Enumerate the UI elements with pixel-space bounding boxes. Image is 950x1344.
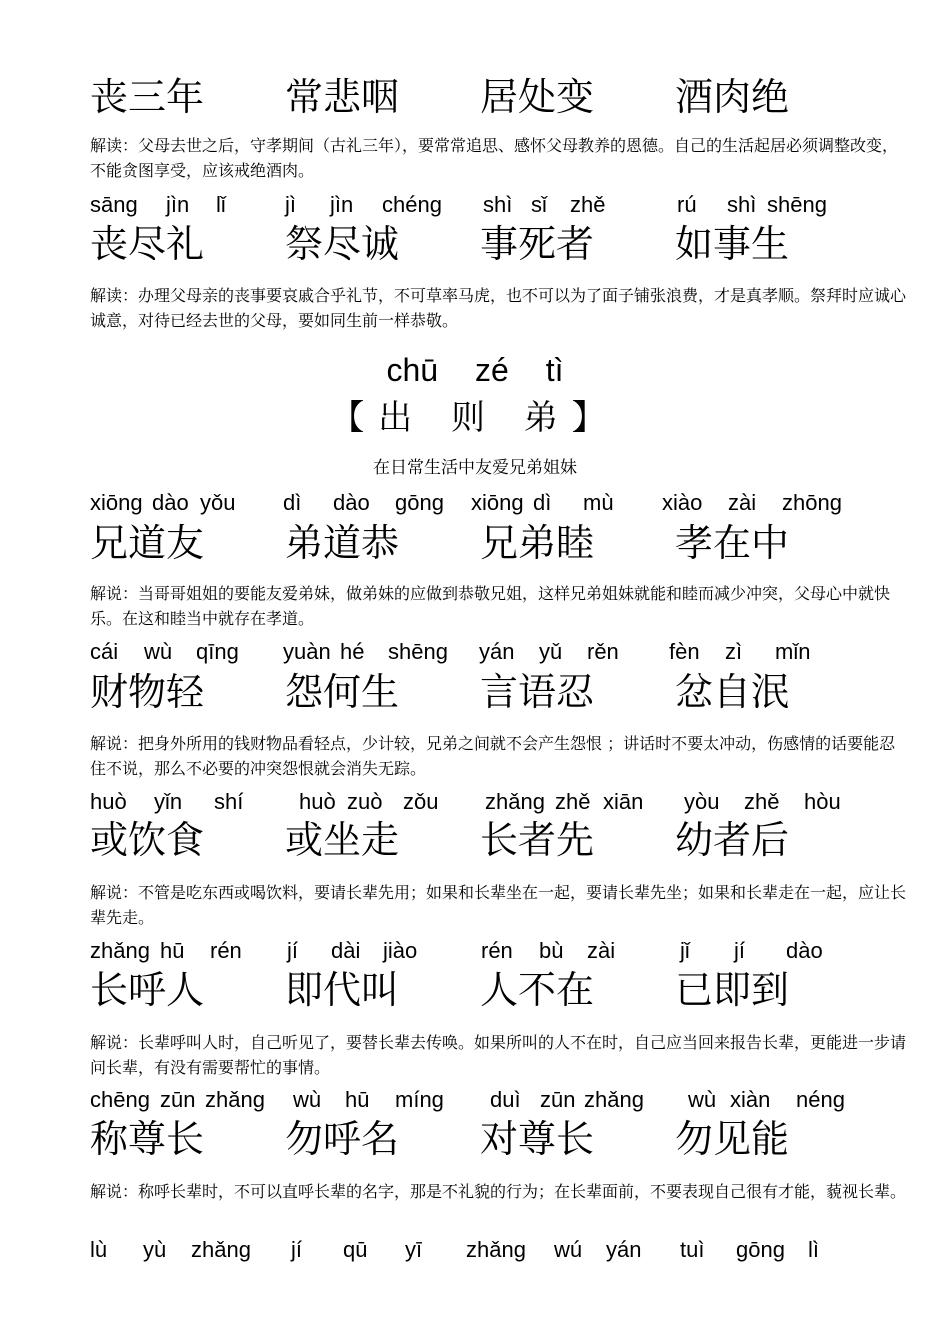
pinyin-syllable: hòu: [804, 789, 841, 814]
pinyin-syllable: zhǎng: [191, 1237, 251, 1262]
note-5: 解说：不管是吃东西或喝饮料，要请长辈先用；如果和长辈坐在一起，要请长辈先坐；如果和长辈走在一起，应让长辈先走。: [90, 883, 907, 927]
hanzi-group: 弟道恭: [285, 521, 400, 565]
pinyin-syllable: lǐ: [216, 192, 226, 217]
note-6: 解说：长辈呼叫人时，自己听见了，要替长辈去传唤。如果所叫的人不在时，自己应当回来报告长辈，更能进一步请问长辈，有没有需要帮忙的事情。: [90, 1033, 907, 1077]
pinyin-syllable: shí: [214, 789, 244, 814]
pinyin-syllable: lù: [90, 1237, 108, 1262]
pinyin-syllable: zūn: [540, 1087, 576, 1112]
hanzi-group: 兄弟睦: [480, 521, 595, 565]
pinyin-syllable: sāng: [90, 192, 138, 217]
pinyin-syllable: tuì: [680, 1237, 705, 1262]
pinyin-syllable: zhǎng: [485, 789, 545, 814]
pinyin-syllable: zài: [587, 938, 616, 963]
pinyin-syllable: duì: [490, 1087, 521, 1112]
pinyin-syllable: hū: [160, 938, 185, 963]
hanzi-group: 常悲咽: [285, 75, 400, 119]
hanzi-group: 称尊长: [90, 1117, 205, 1161]
pinyin-syllable: cái: [90, 639, 119, 664]
hanzi-group: 忿自泯: [675, 670, 790, 714]
note-3: 解说：当哥哥姐姐的要能友爱弟妹，做弟妹的应做到恭敬兄姐，这样兄弟姐妹就能和睦而减少冲突，父母心中就快乐。在这和睦当中就存在孝道。: [90, 584, 891, 628]
section-pinyin: chū zé tì: [386, 352, 564, 388]
hanzi-group: 即代叫: [285, 968, 400, 1012]
hanzi-group: 财物轻: [90, 670, 205, 714]
pinyin-syllable: gōng: [736, 1237, 785, 1262]
pinyin-syllable: jí: [287, 938, 298, 963]
pinyin-syllable: qīng: [196, 639, 239, 664]
section-subtitle: 在日常生活中友爱兄弟姐妹: [373, 458, 577, 478]
pinyin-syllable: zài: [728, 490, 757, 515]
pinyin-syllable: shēng: [767, 192, 827, 217]
pinyin-syllable: jí: [291, 1237, 302, 1262]
note-4: 解说：把身外所用的钱财物品看轻点，少计较，兄弟之间就不会产生怨恨 ；讲话时不要太冲动，伤感情的话要能忍住不说，那么不必要的冲突怨恨就会消失无踪。: [90, 734, 896, 778]
pinyin-syllable: míng: [395, 1087, 444, 1112]
pinyin-syllable: lì: [808, 1237, 819, 1262]
pinyin-syllable: yǔ: [539, 639, 563, 664]
hanzi-group: 长呼人: [90, 968, 205, 1012]
pinyin-syllable: jǐ: [680, 938, 690, 963]
pinyin-syllable: gōng: [395, 490, 444, 515]
hanzi-group: 事死者: [480, 222, 595, 266]
pinyin-syllable: xiōng: [471, 490, 524, 515]
pinyin-syllable: mǐn: [775, 639, 811, 664]
pinyin-syllable: zhǎng: [466, 1237, 526, 1262]
hanzi-group: 孝在中: [675, 521, 790, 565]
pinyin-syllable: rén: [210, 938, 242, 963]
pinyin-syllable: yǐn: [154, 789, 183, 814]
pinyin-syllable: zhǎng: [205, 1087, 265, 1112]
pinyin-syllable: zuò: [347, 789, 383, 814]
section-title: 【出 则 弟】: [330, 398, 620, 438]
pinyin-syllable: yù: [143, 1237, 167, 1262]
pinyin-syllable: xiān: [603, 789, 644, 814]
pinyin-syllable: jí: [734, 938, 745, 963]
pinyin-syllable: yán: [606, 1237, 642, 1262]
pinyin-syllable: zūn: [160, 1087, 196, 1112]
note-2: 解读：办理父母亲的丧事要哀戚合乎礼节，不可草率马虎，也不可以为了面子铺张浪费，才是真孝顺。祭拜时应诚心诚意，对待已经去世的父母，要如同生前一样恭敬。: [90, 286, 907, 330]
pinyin-syllable: zhōng: [782, 490, 842, 515]
hanzi-group: 或坐走: [285, 818, 400, 862]
pinyin-syllable: jìn: [330, 192, 354, 217]
hanzi-group: 如事生: [675, 222, 790, 266]
hanzi-group: 或饮食: [90, 818, 205, 862]
pinyin-syllable: dì: [533, 490, 552, 515]
pinyin-syllable: rěn: [587, 639, 619, 664]
hanzi-group: 已即到: [675, 968, 790, 1012]
pinyin-syllable: wù: [144, 639, 173, 664]
pinyin-syllable: xiàn: [730, 1087, 771, 1112]
pinyin-syllable: dào: [152, 490, 189, 515]
pinyin-syllable: sǐ: [531, 192, 547, 217]
pinyin-syllable: hū: [345, 1087, 370, 1112]
pinyin-syllable: zhǎng: [584, 1087, 644, 1112]
hanzi-group: 丧尽礼: [90, 222, 205, 266]
pinyin-syllable: zhě: [744, 789, 780, 814]
pinyin-syllable: zì: [725, 639, 743, 664]
hanzi-group: 言语忍: [480, 670, 595, 714]
note-7: 解说：称呼长辈时，不可以直呼长辈的名字，那是不礼貌的行为；在长辈面前，不要表现自己很有才能，藐视长辈。: [90, 1182, 907, 1201]
hanzi-group: 对尊长: [480, 1117, 595, 1161]
hanzi-group: 祭尽诚: [285, 222, 400, 266]
pinyin-syllable: rén: [481, 938, 513, 963]
pinyin-syllable: huò: [90, 789, 127, 814]
pinyin-syllable: qū: [343, 1237, 368, 1262]
hanzi-group: 人不在: [480, 968, 595, 1012]
hanzi-group: 兄道友: [90, 521, 205, 565]
hanzi-group: 长者先: [480, 818, 595, 862]
pinyin-syllable: yuàn: [283, 639, 331, 664]
pinyin-syllable: shēng: [388, 639, 448, 664]
pinyin-syllable: yǒu: [200, 490, 236, 515]
pinyin-syllable: zhǎng: [90, 938, 150, 963]
pinyin-syllable: shì: [727, 192, 757, 217]
pinyin-syllable: fèn: [669, 639, 700, 664]
pinyin-syllable: rú: [677, 192, 697, 217]
pinyin-syllable: chéng: [382, 192, 442, 217]
hanzi-group: 勿见能: [675, 1117, 790, 1161]
hanzi-group: 丧三年: [90, 75, 205, 119]
pinyin-syllable: wù: [293, 1087, 322, 1112]
hanzi-group: 勿呼名: [285, 1117, 400, 1161]
pinyin-syllable: yán: [479, 639, 515, 664]
pinyin-syllable: bù: [539, 938, 564, 963]
pinyin-syllable: zhě: [570, 192, 606, 217]
hanzi-group: 酒肉绝: [675, 75, 790, 119]
hanzi-group: 居处变: [480, 75, 595, 119]
pinyin-syllable: shì: [483, 192, 513, 217]
note-1: 解读：父母去世之后，守孝期间（古礼三年），要常常追思、感怀父母教养的恩德。自己的生活起居必须调整改变，不能贪图享受，应该戒绝酒肉。: [90, 136, 899, 180]
pinyin-syllable: dào: [786, 938, 823, 963]
pinyin-syllable: jìn: [166, 192, 190, 217]
pinyin-syllable: jiào: [383, 938, 418, 963]
pinyin-syllable: dài: [331, 938, 361, 963]
pinyin-syllable: dì: [283, 490, 302, 515]
pinyin-syllable: zhě: [555, 789, 591, 814]
pinyin-syllable: dào: [333, 490, 370, 515]
pinyin-syllable: wù: [688, 1087, 717, 1112]
pinyin-syllable: yī: [405, 1237, 423, 1262]
pinyin-syllable: jì: [285, 192, 296, 217]
pinyin-syllable: yòu: [684, 789, 720, 814]
pinyin-syllable: néng: [796, 1087, 845, 1112]
pinyin-syllable: xiōng: [90, 490, 143, 515]
pinyin-syllable: mù: [583, 490, 614, 515]
pinyin-syllable: chēng: [90, 1087, 150, 1112]
hanzi-group: 怨何生: [285, 670, 400, 714]
pinyin-syllable: huò: [299, 789, 336, 814]
pinyin-syllable: wú: [554, 1237, 583, 1262]
pinyin-syllable: zǒu: [403, 789, 439, 814]
pinyin-syllable: hé: [340, 639, 365, 664]
pinyin-syllable: xiào: [662, 490, 703, 515]
hanzi-group: 幼者后: [675, 818, 790, 862]
